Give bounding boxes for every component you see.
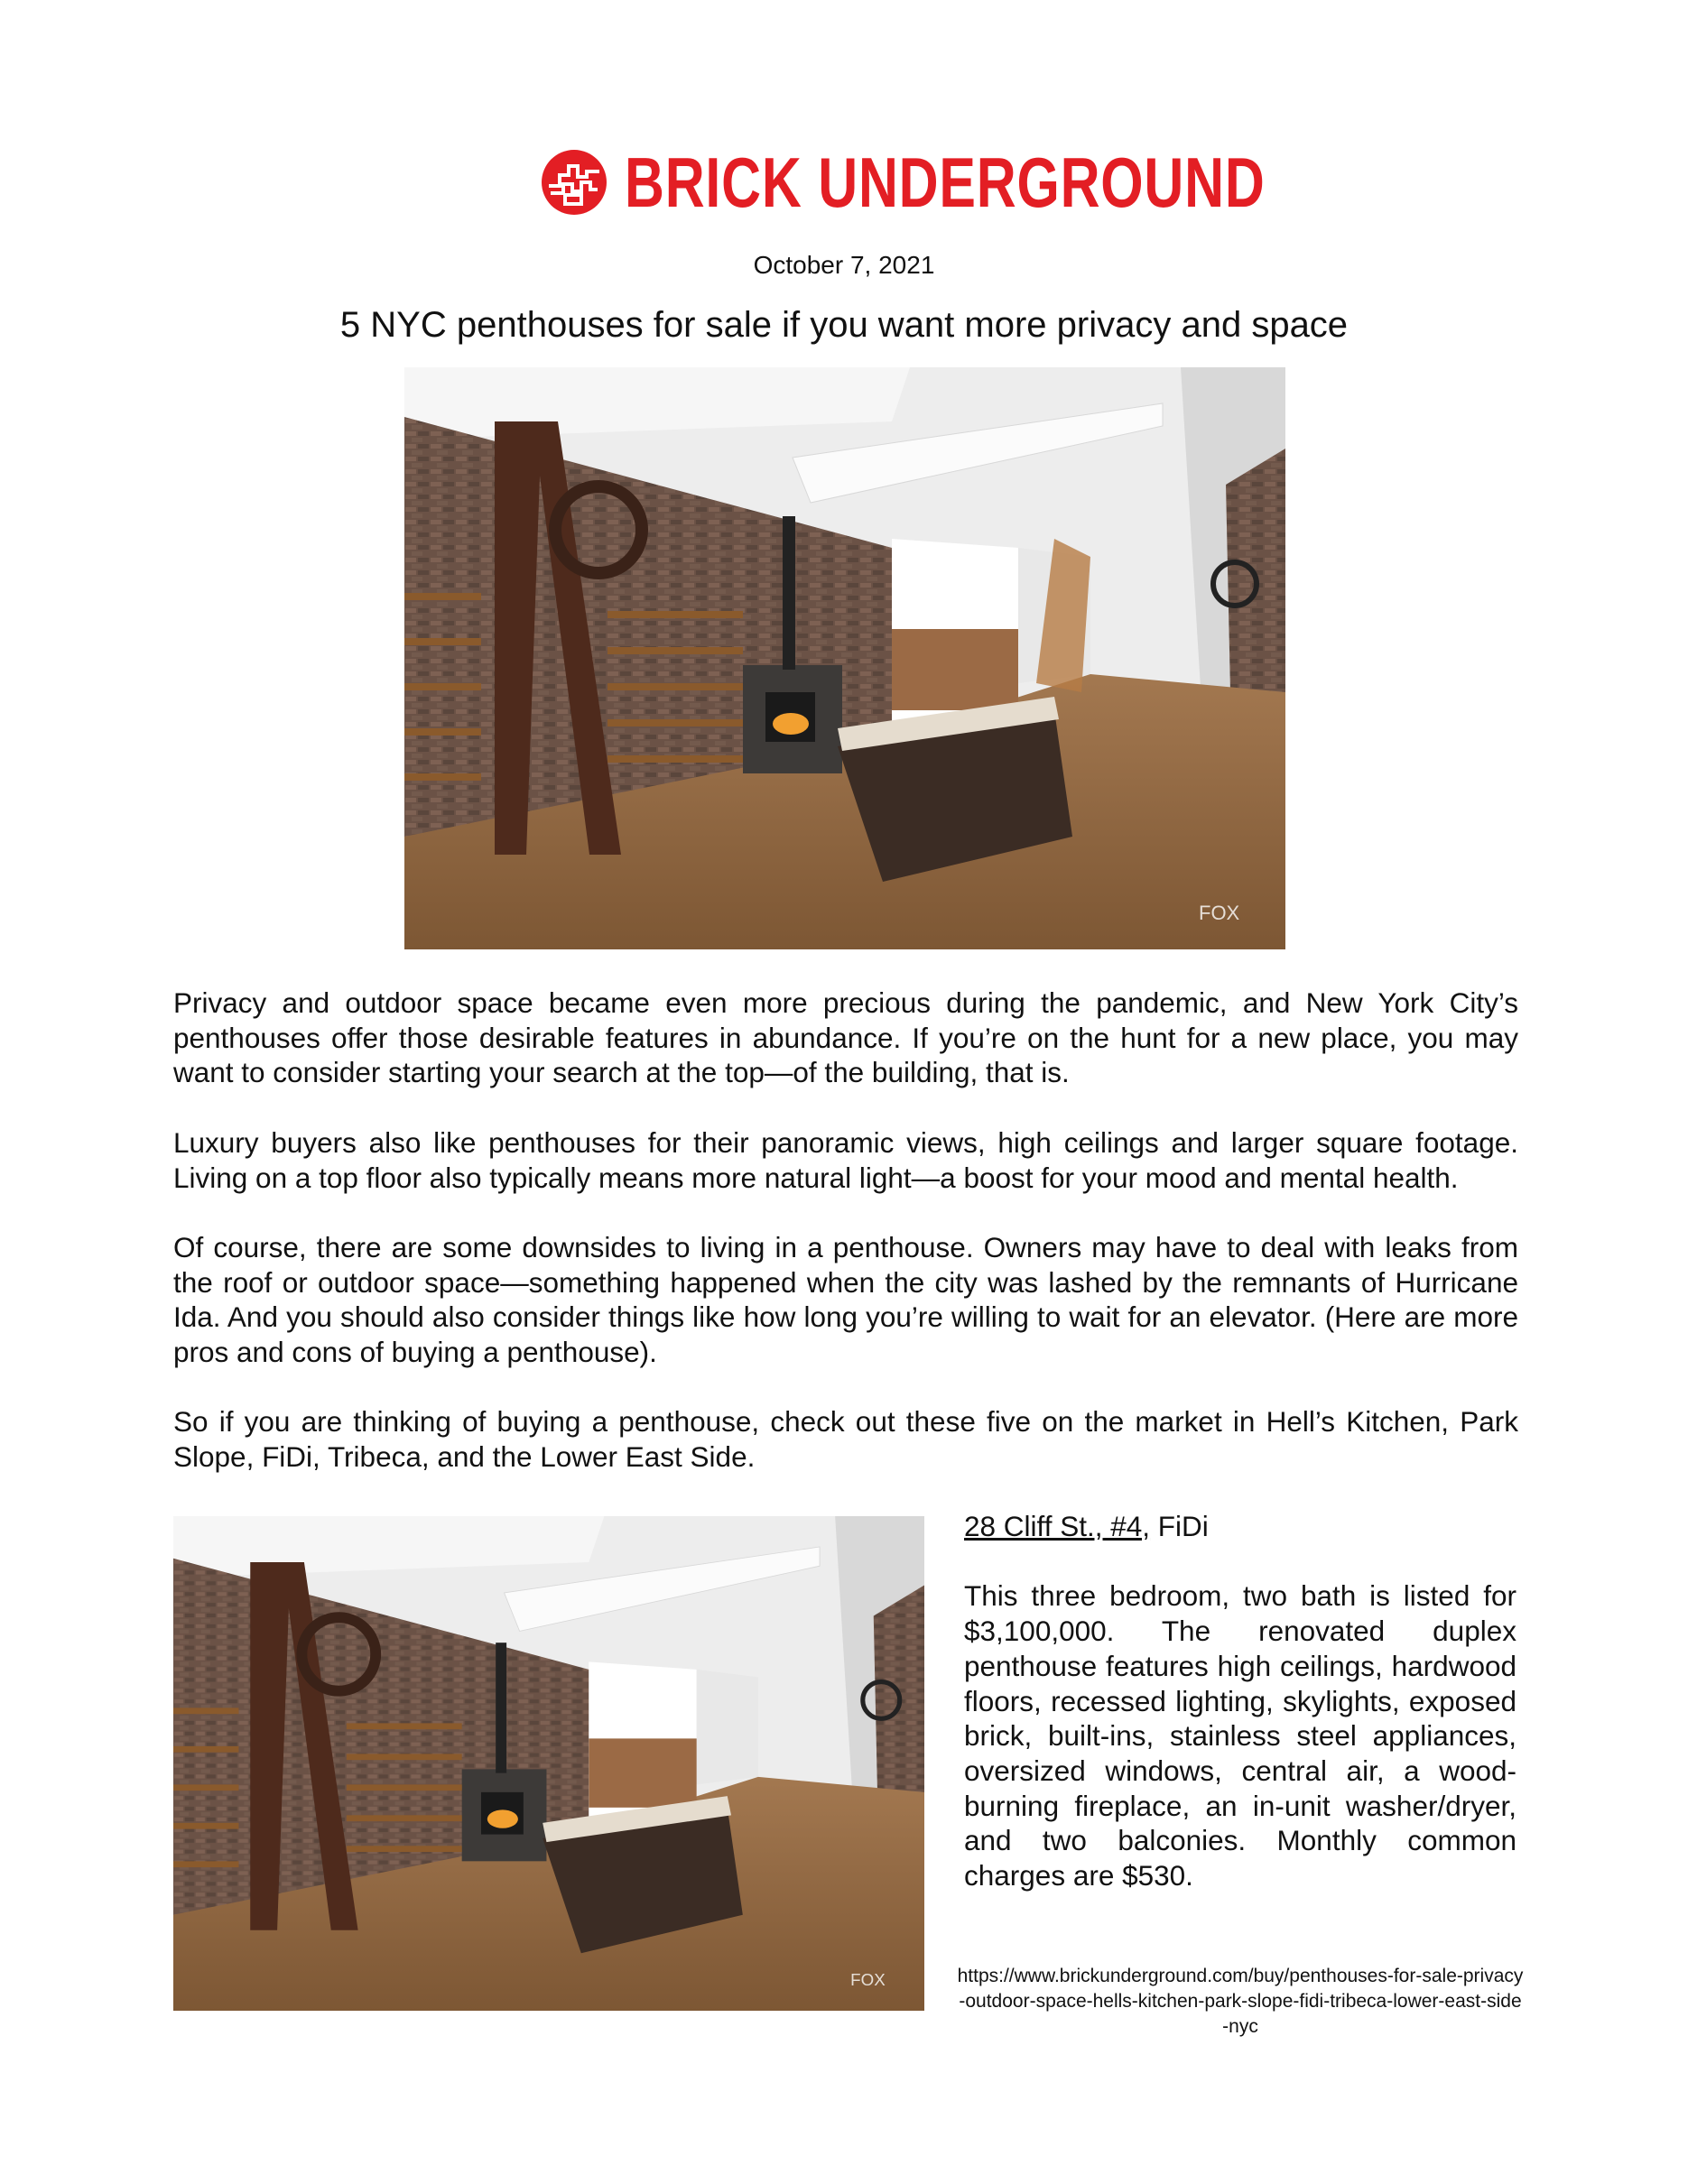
listing-watermark: FOX	[850, 1969, 886, 1989]
paragraph-4: So if you are thinking of buying a penthouse, check out these five on the market in Hell’s Kitchen, Park Slope, FiDi, Tribeca, and the Lower East Side.	[173, 1405, 1518, 1474]
city-skyline-circle-icon	[542, 150, 607, 215]
listing-photo	[173, 1516, 924, 2011]
listing-address-link[interactable]: 28 Cliff St., #4,	[964, 1510, 1151, 1542]
hero-photo	[404, 367, 1285, 949]
paragraph-2: Luxury buyers also like penthouses for their panoramic views, high ceilings and larger square footage. Living on a top floor also typically means more natural light—a boost for your mood and mental health.	[173, 1125, 1518, 1194]
article-body	[173, 986, 1518, 1509]
listing-description: This three bedroom, two bath is listed for $3,100,000. The renovated duplex penthouse features high ceilings, hardwood floors, recessed lighting, skylights, exposed brick, built-ins, stainless steel appliances, oversized windows, central air, a wood-burning fireplace, an in-unit washer/dryer, and two balconies. Monthly common charges are $530.	[964, 1579, 1516, 1892]
source-url[interactable]: https://www.brickunderground.com/buy/penthouses-for-sale-privacy-outdoor-space-hells-kitchen-park-slope-fidi-tribeca-lower-east-side-nyc	[957, 1966, 1524, 2037]
article-date: October 7, 2021	[753, 251, 935, 279]
paragraph-1: Privacy and outdoor space became even more precious during the pandemic, and New York City’s penthouses offer those desirable features in abundance. If you’re on the hunt for a new place, you may want to consider starting your search at the top—of the building, that is.	[173, 986, 1518, 1089]
article-headline: 5 NYC penthouses for sale if you want more privacy and space	[339, 305, 1349, 345]
hero-watermark: FOX	[1199, 902, 1240, 924]
brand-wordmark: BRICK UNDERGROUND	[625, 143, 1266, 222]
brand-logo[interactable]	[542, 144, 1446, 220]
listing-neighborhood: FiDi	[1150, 1510, 1209, 1542]
listing-info	[964, 1509, 1516, 1893]
listing-title	[964, 1509, 1516, 1544]
paragraph-3: Of course, there are some downsides to living in a penthouse. Owners may have to deal with leaks from the roof or outdoor space—something happened when the city was lashed by the remnants of Hurricane Ida. And you should also consider things like how long you’re willing to wait for an elevator. (Here are more pros and cons of buying a penthouse).	[173, 1230, 1518, 1368]
